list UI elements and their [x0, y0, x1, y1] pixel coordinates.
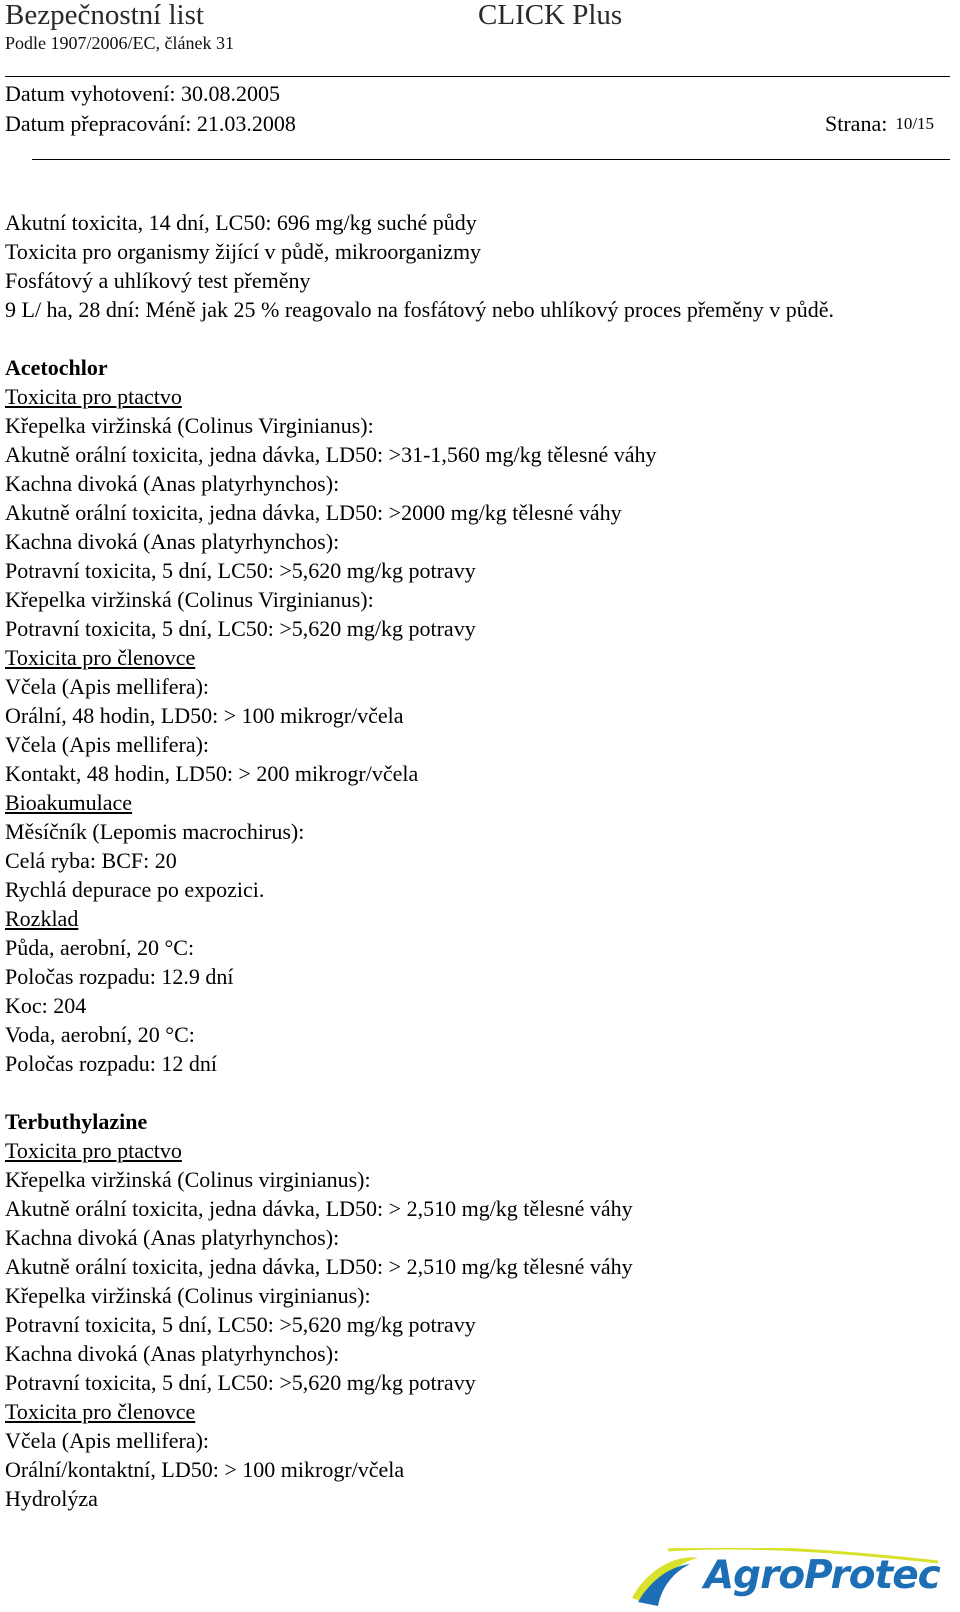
- body-line: Křepelka viržinská (Colinus virginianus):: [5, 1283, 371, 1308]
- body-line: Akutně orální toxicita, jedna dávka, LD50: > 2,510 mg/kg tělesné váhy: [5, 1196, 633, 1221]
- body-line: Kachna divoká (Anas platyrhynchos):: [5, 1341, 340, 1366]
- body-line: 9 L/ ha, 28 dní: Méně jak 25 % reagovalo na fosfátový nebo uhlíkový proces přeměny v půdě.: [5, 297, 835, 322]
- body-line: Poločas rozpadu: 12.9 dní: [5, 964, 234, 989]
- logo-wordmark: [704, 1554, 940, 1598]
- body-line: Koc: 204: [5, 993, 87, 1018]
- spacer: [5, 324, 955, 353]
- body-line: Potravní toxicita, 5 dní, LC50: >5,620 mg/kg potravy: [5, 1312, 476, 1337]
- body-line: Potravní toxicita, 5 dní, LC50: >5,620 mg/kg potravy: [5, 616, 476, 641]
- body-line: Akutně orální toxicita, jedna dávka, LD50: > 2,510 mg/kg tělesné váhy: [5, 1254, 633, 1279]
- revised-date: Datum přepracování: 21.03.2008: [5, 111, 296, 136]
- body-line: Orální, 48 hodin, LD50: > 100 mikrogr/včela: [5, 703, 404, 728]
- subheading: Toxicita pro ptactvo: [5, 1138, 182, 1163]
- body-line: Měsíčník (Lepomis macrochirus):: [5, 819, 305, 844]
- spacer: [5, 1078, 955, 1107]
- body-line: Akutně orální toxicita, jedna dávka, LD50: >2000 mg/kg tělesné váhy: [5, 500, 622, 525]
- product-title: CLICK Plus: [478, 0, 623, 31]
- body-line: Voda, aerobní, 20 °C:: [5, 1022, 195, 1047]
- page-indicator: [825, 110, 934, 138]
- body-line: Fosfátový a uhlíkový test přeměny: [5, 268, 311, 293]
- body-line: Potravní toxicita, 5 dní, LC50: >5,620 mg/kg potravy: [5, 1370, 476, 1395]
- subheading: Toxicita pro členovce: [5, 1399, 196, 1424]
- body-line: Toxicita pro organismy žijící v půdě, mikroorganizmy: [5, 239, 482, 264]
- body-line: Akutně orální toxicita, jedna dávka, LD50: >31-1,560 mg/kg tělesné váhy: [5, 442, 657, 467]
- document-title: Bezpečnostní list: [5, 0, 204, 31]
- subheading: Rozklad: [5, 906, 79, 931]
- subheading: Bioakumulace: [5, 790, 133, 815]
- body-line: Včela (Apis mellifera):: [5, 674, 210, 699]
- page-label: Strana:: [825, 111, 888, 136]
- body-line: Půda, aerobní, 20 °C:: [5, 935, 195, 960]
- page-number: 10/15: [895, 114, 935, 133]
- body-line: Kontakt, 48 hodin, LD50: > 200 mikrogr/včela: [5, 761, 419, 786]
- body-line: Hydrolýza: [5, 1486, 98, 1511]
- body-line: Rychlá depurace po expozici.: [5, 877, 265, 902]
- regulation-subtitle: Podle 1907/2006/EC, článek 31: [5, 33, 234, 53]
- subheading: Toxicita pro ptactvo: [5, 384, 182, 409]
- body-line: Křepelka viržinská (Colinus virginianus):: [5, 1167, 371, 1192]
- section-heading-terbuthylazine: Terbuthylazine: [5, 1109, 148, 1134]
- body-line: Křepelka viržinská (Colinus Virginianus):: [5, 587, 374, 612]
- logo-text-agro: Agro: [704, 1553, 805, 1598]
- body-line: Potravní toxicita, 5 dní, LC50: >5,620 mg/kg potravy: [5, 558, 476, 583]
- body-line: Poločas rozpadu: 12 dní: [5, 1051, 218, 1076]
- body-line: Kachna divoká (Anas platyrhynchos):: [5, 1225, 340, 1250]
- agroprotec-logo: [628, 1548, 948, 1608]
- body-line: Včela (Apis mellifera):: [5, 1428, 210, 1453]
- logo-text-protec: Protec: [804, 1553, 940, 1598]
- body-line: Včela (Apis mellifera):: [5, 732, 210, 757]
- header-divider-top: [5, 76, 950, 77]
- body-line: Křepelka viržinská (Colinus Virginianus):: [5, 413, 374, 438]
- body-line: Akutní toxicita, 14 dní, LC50: 696 mg/kg suché půdy: [5, 210, 477, 235]
- body-line: Celá ryba: BCF: 20: [5, 848, 177, 873]
- body-line: Kachna divoká (Anas platyrhynchos):: [5, 529, 340, 554]
- subheading: Toxicita pro členovce: [5, 645, 196, 670]
- header-divider-bottom: [32, 159, 950, 160]
- body-line: Orální/kontaktní, LD50: > 100 mikrogr/včela: [5, 1457, 405, 1482]
- created-date: Datum vyhotovení: 30.08.2005: [5, 81, 280, 106]
- body-line: Kachna divoká (Anas platyrhynchos):: [5, 471, 340, 496]
- section-heading-acetochlor: Acetochlor: [5, 355, 108, 380]
- document-body: [5, 208, 955, 1513]
